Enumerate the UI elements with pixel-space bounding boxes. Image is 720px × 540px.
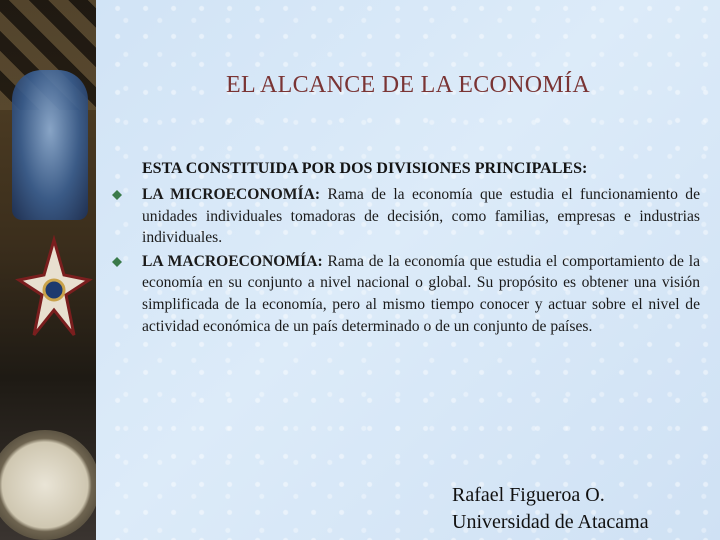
item-term: LA MACROECONOMÍA: [142, 252, 323, 270]
diamond-bullet-icon [112, 257, 122, 267]
author-affiliation: Universidad de Atacama [452, 511, 649, 533]
slide-title: EL ALCANCE DE LA ECONOMÍA [226, 72, 590, 98]
item-text: Rama de la economía que estudia el funcionamiento de unidades individuales tomadoras de decisión, como familias, empresas e industrias individuales. [142, 186, 701, 247]
decorative-photo-strip [0, 0, 96, 540]
compass-icon [0, 430, 96, 540]
diamond-bullet-icon [112, 190, 122, 200]
medal-cross-icon [14, 235, 94, 355]
list-item [110, 184, 700, 249]
bullet-list [110, 184, 700, 339]
author-name: Rafael Figueroa O. [452, 484, 605, 506]
list-item [110, 251, 700, 337]
medal-ribbon [12, 70, 88, 220]
intro-text: ESTA CONSTITUIDA POR DOS DIVISIONES PRINCIPALES: [142, 160, 588, 177]
author-block [452, 482, 649, 536]
item-text: Rama de la economía que estudia el comportamiento de la economía en su conjunto a nivel nacional o global. Su propósito es obtener una visión simplificada de la economía, pero al mismo tiempo conocer y actuar sobre el nivel de actividad económica de un país determinado o de un conjunto de países. [142, 252, 700, 335]
item-term: LA MICROECONOMÍA: [142, 186, 321, 203]
